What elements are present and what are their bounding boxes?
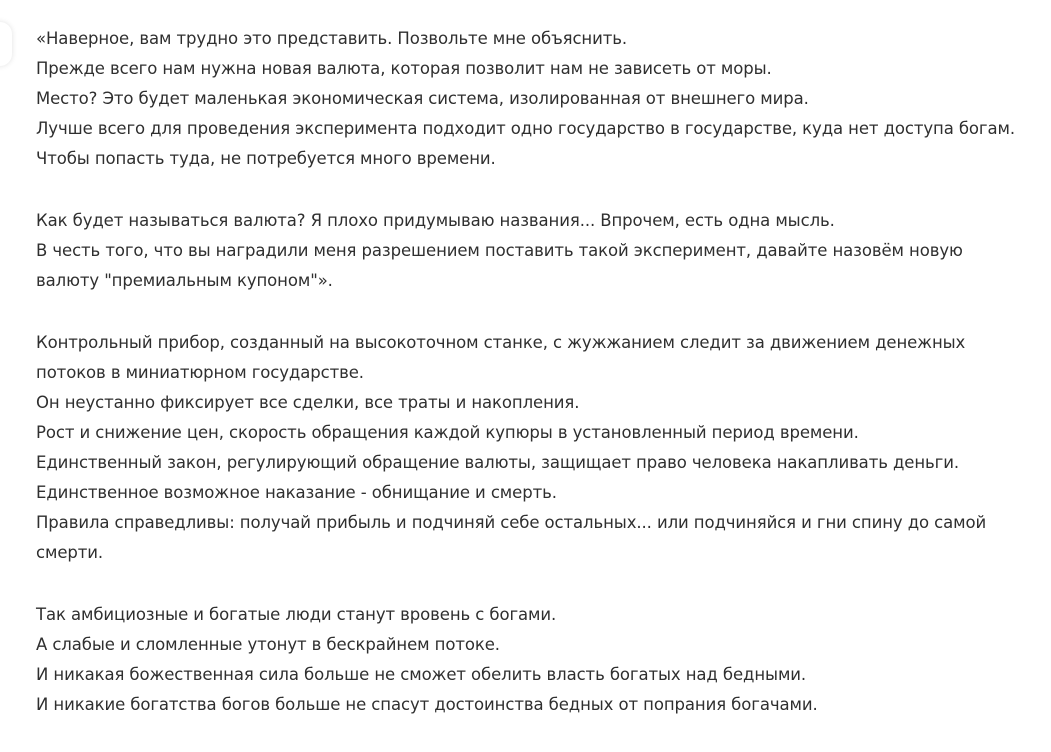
text-line: А слабые и сломленные утонут в бескрайнем потоке. [36, 635, 500, 654]
side-panel-tab[interactable] [0, 22, 12, 66]
text-line: Прежде всего нам нужна новая валюта, которая позволит нам не зависеть от моры. [36, 59, 772, 78]
paragraph-3 [36, 328, 1021, 568]
article-body [36, 24, 1021, 752]
paragraph-2 [36, 206, 1021, 296]
text-line: Лучше всего для проведения эксперимента подходит одно государство в государстве, куда нет доступа богам. [36, 119, 1016, 138]
text-line: Место? Это будет маленькая экономическая система, изолированная от внешнего мира. [36, 89, 809, 108]
text-line: Контрольный прибор, созданный на высокоточном станке, с жужжанием следит за движением денежных потоков в миниатюрном государстве. [36, 333, 966, 382]
text-line: Рост и снижение цен, скорость обращения каждой купюры в установленный период времени. [36, 423, 859, 442]
paragraph-1 [36, 24, 1021, 174]
text-line: Он неустанно фиксирует все сделки, все траты и накопления. [36, 393, 580, 412]
text-line: Чтобы попасть туда, не потребуется много времени. [36, 149, 496, 168]
text-line: Единственный закон, регулирующий обращение валюты, защищает право человека накапливать деньги. [36, 453, 959, 472]
text-line: В честь того, что вы наградили меня разрешением поставить такой эксперимент, давайте назовём новую валюту "премиальным купоном"». [36, 241, 963, 290]
text-line: Правила справедливы: получай прибыль и подчиняй себе остальных... или подчиняйся и гни спину до самой смерти. [36, 513, 987, 562]
text-line: И никакие богатства богов больше не спасут достоинства бедных от попрания богачами. [36, 695, 818, 714]
paragraph-4 [36, 600, 1021, 720]
text-line: Как будет называться валюта? Я плохо придумываю названия... Впрочем, есть одна мысль. [36, 211, 835, 230]
text-line: Так амбициозные и богатые люди станут вровень с богами. [36, 605, 557, 624]
text-line: «Наверное, вам трудно это представить. Позвольте мне объяснить. [36, 29, 628, 48]
text-line: И никакая божественная сила больше не сможет обелить власть богатых над бедными. [36, 665, 807, 684]
text-line: Единственное возможное наказание - обнищание и смерть. [36, 483, 557, 502]
